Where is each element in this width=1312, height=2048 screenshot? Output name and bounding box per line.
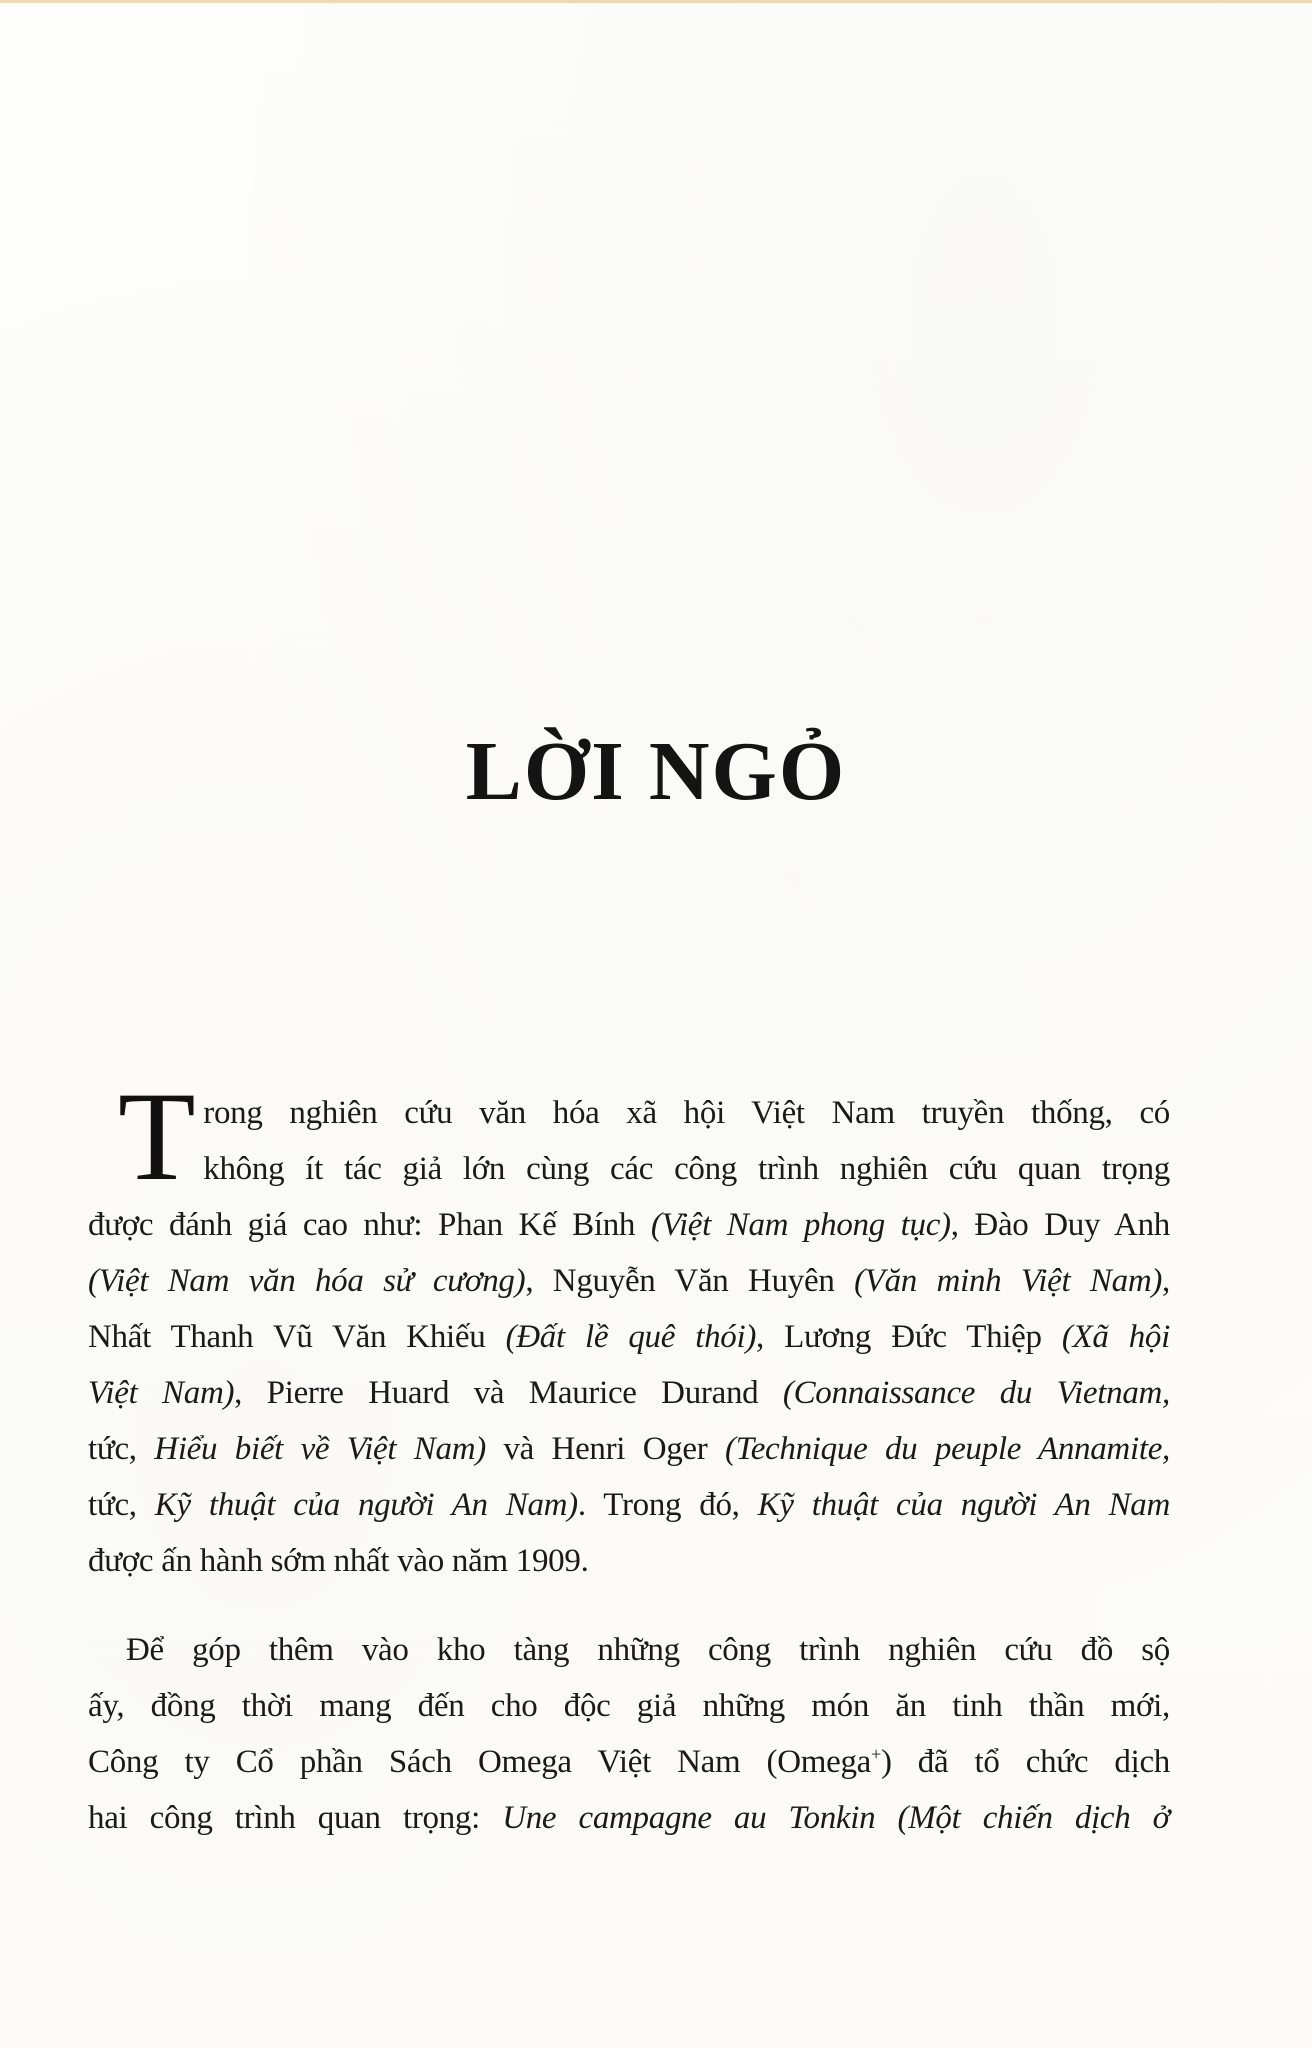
paragraph xyxy=(88,1622,1170,1846)
paragraph xyxy=(88,1067,1171,1589)
text-line xyxy=(88,1253,1170,1309)
text-run: , Pierre Huard và Maurice Durand xyxy=(234,1375,783,1411)
italic-text: (Xã hội xyxy=(1061,1319,1171,1355)
italic-text: Kỹ thuật của người An Nam) xyxy=(154,1487,578,1523)
text-line xyxy=(88,1085,1170,1141)
page-top-edge-line xyxy=(0,0,1312,3)
text-run: được đánh giá cao như: Phan Kế Bính xyxy=(88,1207,651,1243)
text-line xyxy=(88,1421,1170,1477)
text-run: , Đào Duy Anh xyxy=(950,1207,1170,1243)
text-run: tức, xyxy=(88,1487,155,1523)
body-text xyxy=(88,1067,1171,1846)
italic-text: (Technique du peuple Annamite, xyxy=(725,1431,1170,1467)
italic-text: Việt Nam) xyxy=(88,1375,235,1411)
text-line xyxy=(88,1477,1170,1533)
text-line xyxy=(88,1365,1170,1421)
superscript: + xyxy=(871,1744,881,1764)
text-line xyxy=(88,1309,1170,1365)
italic-text: Une campagne au Tonkin (Một chiến dịch ở xyxy=(502,1800,1170,1836)
text-run: Để góp thêm vào kho tàng những công trình nghiên cứu đồ sộ xyxy=(126,1632,1170,1668)
italic-text: (Connaissance du Vietnam, xyxy=(782,1375,1171,1411)
text-run: rong nghiên cứu văn hóa xã hội Việt Nam truyền thống, có xyxy=(203,1095,1170,1131)
drop-cap: T xyxy=(118,1067,196,1207)
text-line xyxy=(88,1734,1170,1790)
text-line xyxy=(88,1533,1170,1589)
italic-text: (Đất lề quê thói) xyxy=(505,1319,757,1355)
text-line xyxy=(88,1622,1170,1678)
text-run: , Lương Đức Thiệp xyxy=(756,1319,1062,1355)
text-run: được ấn hành sớm nhất vào năm 1909. xyxy=(88,1543,589,1579)
text-run: và Henri Oger xyxy=(485,1431,725,1467)
text-run: . Trong đó, xyxy=(577,1487,758,1523)
text-run: không ít tác giả lớn cùng các công trình nghiên cứu quan trọng xyxy=(203,1151,1170,1187)
text-line xyxy=(88,1197,1170,1253)
italic-text: Hiểu biết về Việt Nam) xyxy=(154,1431,486,1467)
text-run: , Nguyễn Văn Huyên xyxy=(525,1263,855,1299)
italic-text: (Việt Nam phong tục) xyxy=(650,1207,951,1243)
text-line xyxy=(88,1141,1170,1197)
text-run: hai công trình quan trọng: xyxy=(88,1800,503,1836)
text-run: , xyxy=(1162,1263,1170,1299)
text-line xyxy=(88,1678,1170,1734)
italic-text: (Việt Nam văn hóa sử cương) xyxy=(88,1263,526,1299)
text-run: tức, xyxy=(88,1431,155,1467)
text-run: Công ty Cổ phần Sách Omega Việt Nam (Omega xyxy=(88,1744,872,1780)
text-run: ) đã tổ chức dịch xyxy=(880,1744,1170,1780)
text-run: Nhất Thanh Vũ Văn Khiếu xyxy=(88,1319,506,1355)
italic-text: Kỹ thuật của người An Nam xyxy=(757,1487,1171,1523)
chapter-title: LỜI NGỎ xyxy=(465,725,847,819)
italic-text: (Văn minh Việt Nam) xyxy=(854,1263,1163,1299)
text-line xyxy=(88,1790,1170,1846)
text-run: ấy, đồng thời mang đến cho độc giả những món ăn tinh thần mới, xyxy=(88,1688,1170,1724)
